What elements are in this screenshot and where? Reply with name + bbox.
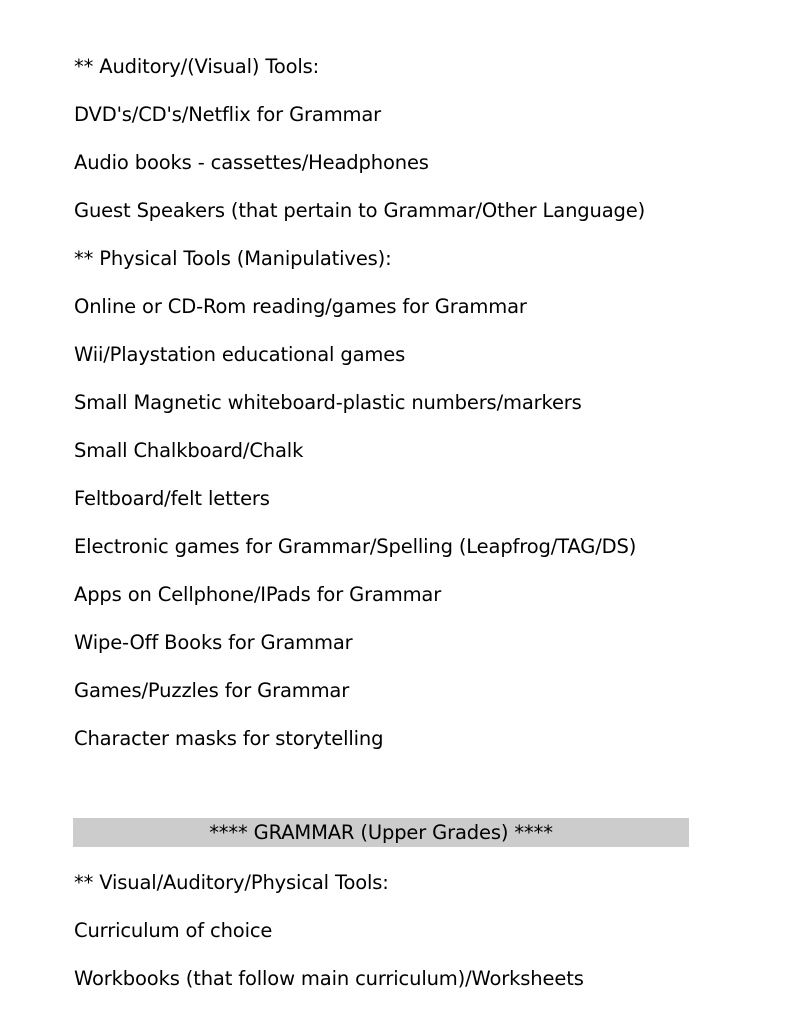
list-item: Curriculum of choice bbox=[74, 919, 273, 942]
list-item: Games/Puzzles for Grammar bbox=[74, 679, 350, 702]
list-item: Apps on Cellphone/IPads for Grammar bbox=[74, 583, 442, 606]
list-item: Guest Speakers (that pertain to Grammar/Other Language) bbox=[74, 199, 646, 222]
subheading-auditory-visual-tools: ** Auditory/(Visual) Tools: bbox=[74, 55, 320, 78]
list-item: Online or CD-Rom reading/games for Grammar bbox=[74, 295, 527, 318]
subheading-physical-tools: ** Physical Tools (Manipulatives): bbox=[74, 247, 392, 270]
list-item: Audio books - cassettes/Headphones bbox=[74, 151, 429, 174]
list-item: Character masks for storytelling bbox=[74, 727, 384, 750]
list-item: DVD's/CD's/Netflix for Grammar bbox=[74, 103, 382, 126]
section-banner-title: **** GRAMMAR (Upper Grades) **** bbox=[209, 820, 553, 844]
list-item: Electronic games for Grammar/Spelling (Leapfrog/TAG/DS) bbox=[74, 535, 637, 558]
subheading-visual-auditory-physical-tools: ** Visual/Auditory/Physical Tools: bbox=[74, 871, 389, 894]
list-item: Wii/Playstation educational games bbox=[74, 343, 406, 366]
list-item: Feltboard/felt letters bbox=[74, 487, 270, 510]
list-item: Small Chalkboard/Chalk bbox=[74, 439, 304, 462]
list-item: Workbooks (that follow main curriculum)/Worksheets bbox=[74, 967, 584, 990]
section-banner bbox=[73, 818, 689, 847]
list-item: Small Magnetic whiteboard-plastic numbers/markers bbox=[74, 391, 582, 414]
list-item: Wipe-Off Books for Grammar bbox=[74, 631, 353, 654]
